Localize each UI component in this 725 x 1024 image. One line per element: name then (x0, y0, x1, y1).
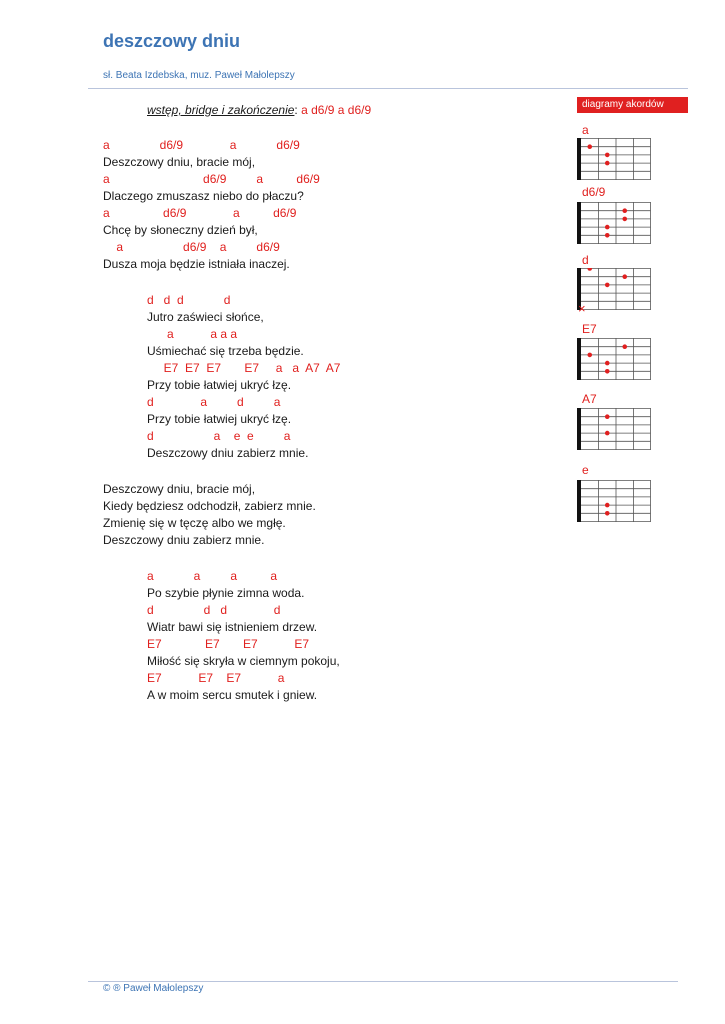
song-title: deszczowy dniu (103, 31, 241, 51)
chord-chart-header: diagramy akordów (577, 97, 688, 113)
chord-line: a d6/9 a d6/9 (103, 138, 300, 152)
lyric-line: Deszczowy dniu zabierz mnie. (103, 533, 265, 547)
lyric-line: Miłość się skryła w ciemnym pokoju, (147, 654, 340, 668)
lyric-line: Deszczowy dniu zabierz mnie. (147, 446, 309, 460)
header-divider (88, 88, 688, 89)
chord-line: a d6/9 a d6/9 (103, 240, 280, 254)
chord-name-E7: E7 (582, 322, 597, 336)
chord-diagram (577, 202, 651, 244)
chord-line: d d d d (147, 603, 281, 617)
chord-nut (577, 138, 581, 180)
chord-nut (577, 338, 581, 380)
muted-string-icon: × (578, 301, 586, 316)
chord-line: d a e e a (147, 429, 291, 443)
finger-dot (605, 233, 610, 238)
chord-nut (577, 480, 581, 522)
lyric-line: Zmienię się w tęczę albo we mgłę. (103, 516, 286, 530)
chord-line: E7 E7 E7 E7 a a A7 A7 (147, 361, 341, 375)
finger-dot (605, 283, 610, 288)
chord-nut (577, 408, 581, 450)
chord-name-d6-9: d6/9 (582, 185, 606, 199)
intro-separator: : (294, 103, 302, 117)
finger-dot (587, 268, 592, 271)
finger-dot (605, 431, 610, 436)
chord-diagram-grid (577, 202, 651, 244)
finger-dot (605, 414, 610, 419)
lyric-line: Wiatr bawi się istnieniem drzew. (147, 620, 318, 634)
chord-name-A7: A7 (582, 392, 597, 406)
chord-line: a a a a (147, 327, 238, 341)
chord-diagram-grid (577, 408, 651, 450)
finger-dot (605, 369, 610, 374)
finger-dot (605, 361, 610, 366)
footer-copyright: © ® Paweł Małolepszy (103, 983, 204, 994)
chord-line: a d6/9 a d6/9 (103, 206, 297, 220)
chord-diagram-grid (577, 480, 651, 522)
chord-line: d a d a (147, 395, 281, 409)
chord-line: E7 E7 E7 E7 (147, 637, 310, 651)
chord-diagram (577, 480, 651, 522)
chord-diagram (577, 338, 651, 380)
finger-dot (622, 217, 627, 222)
intro-label: wstęp, bridge i zakończenie (147, 103, 295, 117)
song-credits: sł. Beata Izdebska, muz. Paweł Małolepszy (103, 70, 295, 81)
lyric-line: Kiedy będziesz odchodził, zabierz mnie. (103, 499, 316, 513)
lyric-line: Deszczowy dniu, bracie mój, (103, 155, 256, 169)
lyric-line: Dusza moja będzie istniała inaczej. (103, 257, 290, 271)
lyric-line: Uśmiechać się trzeba będzie. (147, 344, 304, 358)
chord-diagram (577, 408, 651, 450)
lyric-line: Dlaczego zmuszasz niebo do płaczu? (103, 189, 304, 203)
lyric-line: Jutro zaświeci słońce, (147, 310, 264, 324)
chord-diagram-grid (577, 138, 651, 180)
chord-diagram-grid (577, 268, 651, 310)
chord-name-a: a (582, 123, 589, 137)
chord-name-e: e (582, 463, 589, 477)
finger-dot (605, 225, 610, 230)
chord-diagram-grid (577, 338, 651, 380)
intro-line (147, 103, 371, 117)
lyric-line: Przy tobie łatwiej ukryć łzę. (147, 378, 292, 392)
finger-dot (605, 153, 610, 158)
finger-dot (622, 274, 627, 279)
finger-dot (605, 511, 610, 516)
finger-dot (622, 208, 627, 213)
lyric-line: Chcę by słoneczny dzień był, (103, 223, 258, 237)
chord-name-d: d (582, 253, 589, 267)
chord-line: d d d d (147, 293, 231, 307)
lyric-line: Deszczowy dniu, bracie mój, (103, 482, 256, 496)
chord-diagram (577, 138, 651, 180)
chord-line: a a a a (147, 569, 278, 583)
lyric-line: Po szybie płynie zimna woda. (147, 586, 305, 600)
finger-dot (622, 344, 627, 349)
chord-nut (577, 202, 581, 244)
chord-line: E7 E7 E7 a (147, 671, 285, 685)
finger-dot (587, 144, 592, 149)
footer-divider (88, 981, 678, 982)
finger-dot (587, 353, 592, 358)
chord-line: a d6/9 a d6/9 (103, 172, 320, 186)
finger-dot (605, 503, 610, 508)
intro-chords: a d6/9 a d6/9 (301, 103, 372, 117)
lyric-line: Przy tobie łatwiej ukryć łzę. (147, 412, 292, 426)
finger-dot (605, 161, 610, 166)
lyric-line: A w moim sercu smutek i gniew. (147, 688, 318, 702)
chord-diagram (577, 268, 651, 310)
